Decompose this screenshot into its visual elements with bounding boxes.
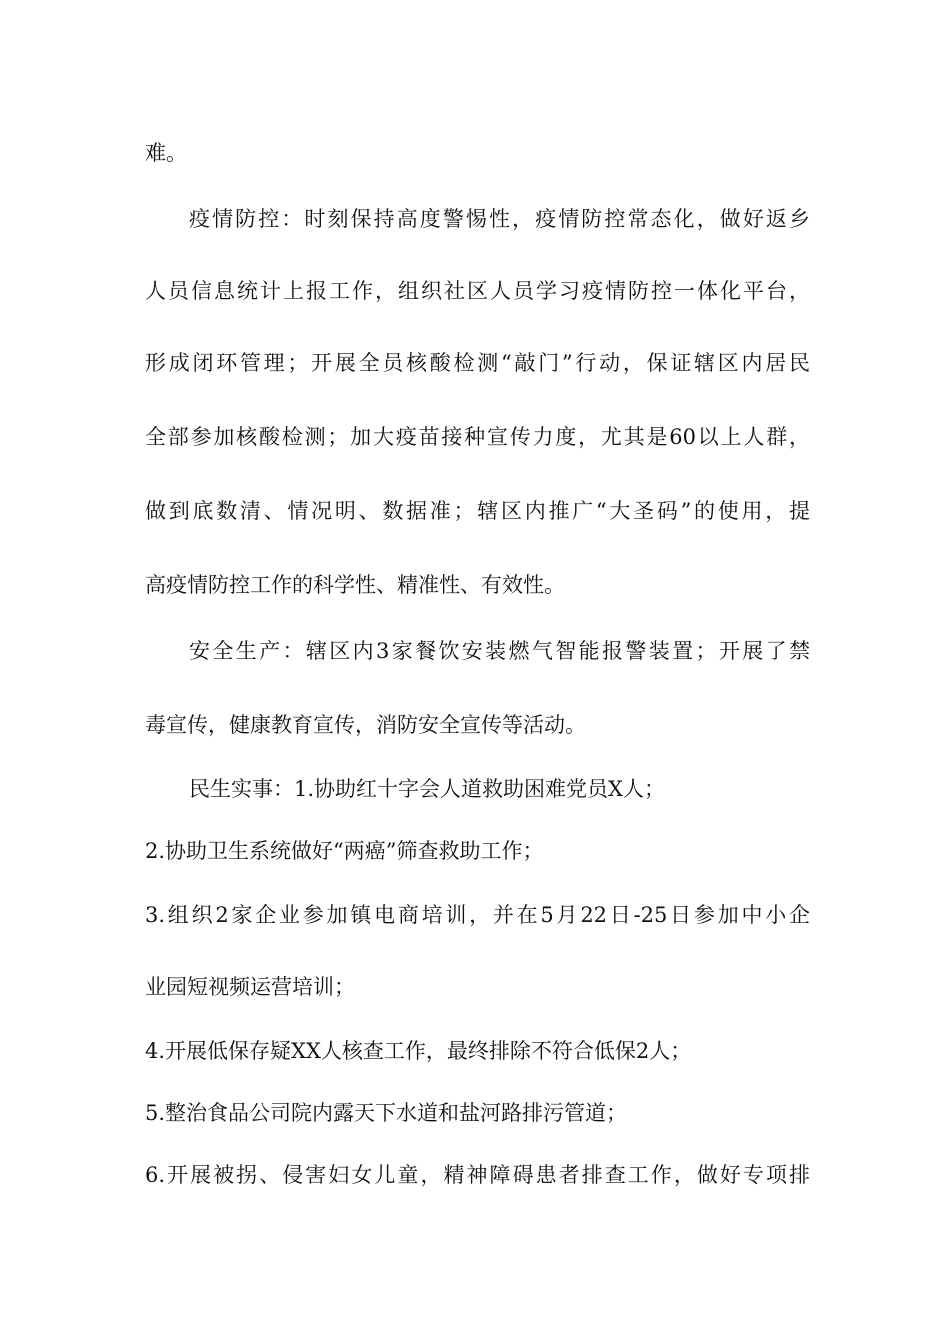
text-line-8: 安全生产：辖区内3家餐饮安装燃气智能报警装置；开展了禁	[189, 639, 810, 663]
text-line-2: 疫情防控：时刻保持高度警惕性，疫情防控常态化，做好返乡	[189, 207, 810, 231]
text-line-4: 形成闭环管理；开展全员核酸检测“敲门”行动，保证辖区内居民	[145, 351, 810, 375]
text-line-6: 做到底数清、情况明、数据准；辖区内推广“大圣码”的使用，提	[145, 499, 810, 523]
text-line-1: 难。	[145, 141, 187, 165]
text-line-3: 人员信息统计上报工作，组织社区人员学习疫情防控一体化平台，	[145, 279, 810, 303]
text-line-16: 6.开展被拐、侵害妇女儿童，精神障碍患者排查工作，做好专项排	[145, 1163, 810, 1187]
text-line-10: 民生实事：1.协助红十字会人道救助困难党员X人；	[189, 777, 665, 801]
text-line-14: 4.开展低保存疑XX人核查工作，最终排除不符合低保2人；	[145, 1039, 692, 1063]
text-line-12: 3.组织2家企业参加镇电商培训，并在5月22日-25日参加中小企	[145, 903, 810, 927]
text-line-11: 2.协助卫生系统做好“两癌”筛查救助工作；	[145, 839, 544, 863]
text-line-15: 5.整治食品公司院内露天下水道和盐河路排污管道；	[145, 1101, 628, 1125]
text-line-7: 高疫情防控工作的科学性、精准性、有效性。	[145, 573, 565, 597]
text-line-5: 全部参加核酸检测；加大疫苗接种宣传力度，尤其是60以上人群，	[145, 425, 810, 449]
text-line-13: 业园短视频运营培训；	[145, 975, 355, 999]
text-line-9: 毒宣传，健康教育宣传，消防安全宣传等活动。	[145, 713, 586, 737]
